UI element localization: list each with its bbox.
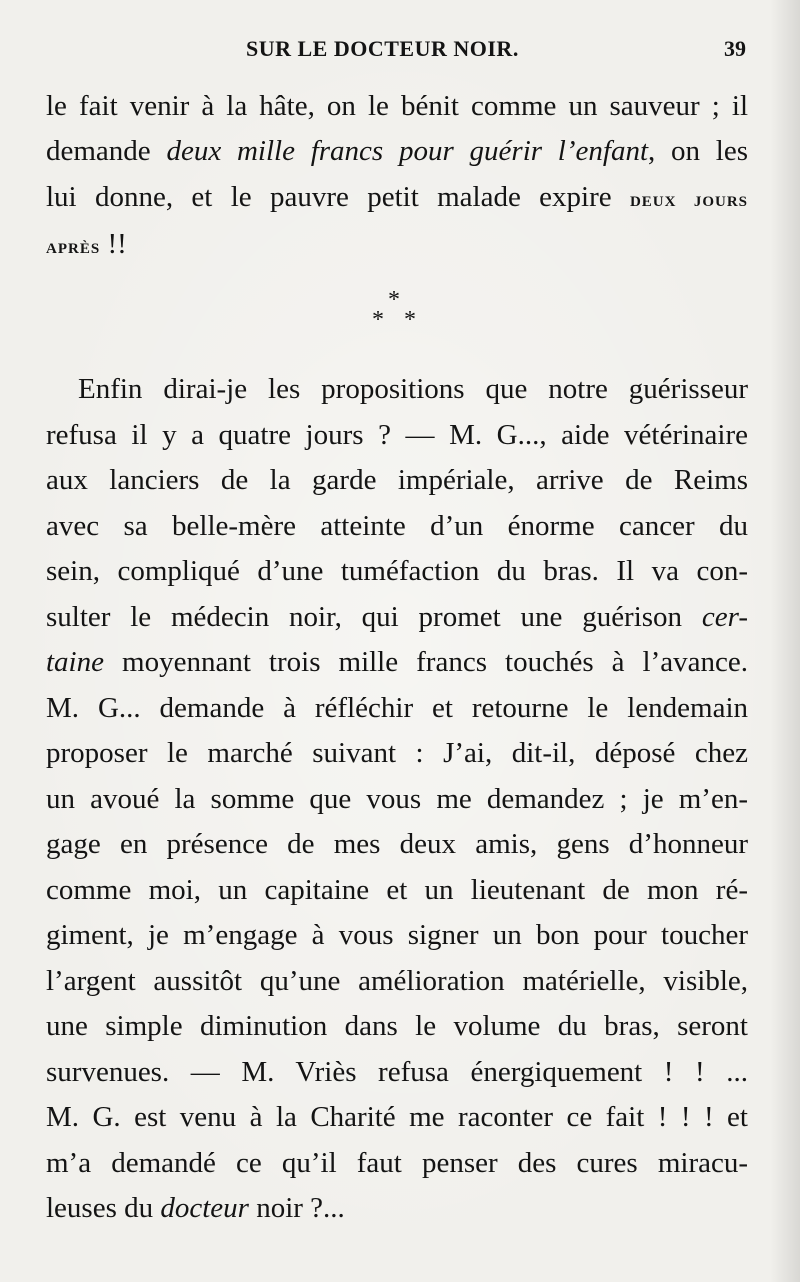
asterism-separator	[368, 287, 428, 336]
text-line: M. G. est venu à la Charité me raconter ce fait ! ! ! et	[46, 1101, 748, 1133]
italic-text: docteur	[160, 1192, 249, 1224]
text-line: M. G... demande à réfléchir et retourne le lendemain	[46, 691, 748, 724]
text-line: m’a demandé ce qu’il faut penser des cures miracu-	[46, 1146, 748, 1179]
page-header	[46, 36, 746, 72]
text-line: survenues. — M. Vriès refusa énergiquement ! ! ...	[46, 1055, 748, 1088]
italic-text: deux mille francs pour guérir l’enfant	[166, 135, 649, 168]
paragraph-main	[46, 367, 748, 1232]
italic-text: cer-	[701, 600, 748, 633]
text-line: refusa il y a quatre jours ? — M. G..., aide vétérinaire	[46, 418, 748, 451]
text-line: comme moi, un capitaine et un lieutenant de mon ré-	[46, 873, 748, 906]
text-line: un avoué la somme que vous me demandez ; je m’en-	[46, 782, 748, 815]
text-line: aux lanciers de la garde impériale, arrive de Reims	[46, 464, 748, 496]
running-head: SUR LE DOCTEUR NOIR.	[246, 36, 519, 61]
page-edge-shadow	[770, 0, 800, 1282]
text-line: sulter le médecin noir, qui promet une guérison cer-	[46, 600, 748, 633]
text-line: leuses du docteur noir ?...	[46, 1192, 345, 1224]
text-line: giment, je m’engage à vous signer un bon pour toucher	[46, 919, 748, 951]
text-line: gage en présence de mes deux amis, gens d’honneur	[46, 828, 748, 860]
text-line: l’argent aussitôt qu’une amélioration matérielle, visible,	[46, 964, 748, 997]
small-caps-text: deux jours	[629, 186, 748, 211]
asterism-star: *	[404, 307, 416, 333]
asterism-star: *	[372, 307, 384, 333]
text-line: lui donne, et le pauvre petit malade expire deux jours	[46, 180, 748, 213]
text-line: demande deux mille francs pour guérir l’enfant, on les	[46, 135, 749, 168]
page-number: 39	[724, 36, 746, 61]
text-line: avec sa belle-mère atteinte d’un énorme cancer du	[46, 509, 748, 542]
text-line: Enfin dirai-je les propositions que notre guérisseur	[78, 373, 748, 405]
text-line: après !!	[46, 227, 127, 260]
paragraph-continued	[46, 84, 748, 269]
italic-text: taine	[46, 646, 104, 678]
text-line: une simple diminution dans le volume du bras, seront	[46, 1010, 748, 1042]
small-caps-text: après	[46, 233, 101, 258]
text-line: le fait venir à la hâte, on le bénit comme un sauveur ; il	[46, 90, 748, 122]
text-line: sein, compliqué d’une tuméfaction du bras. Il va con-	[46, 555, 748, 587]
text-line: proposer le marché suivant : J’ai, dit-il, déposé chez	[46, 737, 748, 769]
text-line: taine moyennant trois mille francs touchés à l’avance.	[46, 646, 748, 678]
asterism-star: *	[388, 287, 400, 313]
